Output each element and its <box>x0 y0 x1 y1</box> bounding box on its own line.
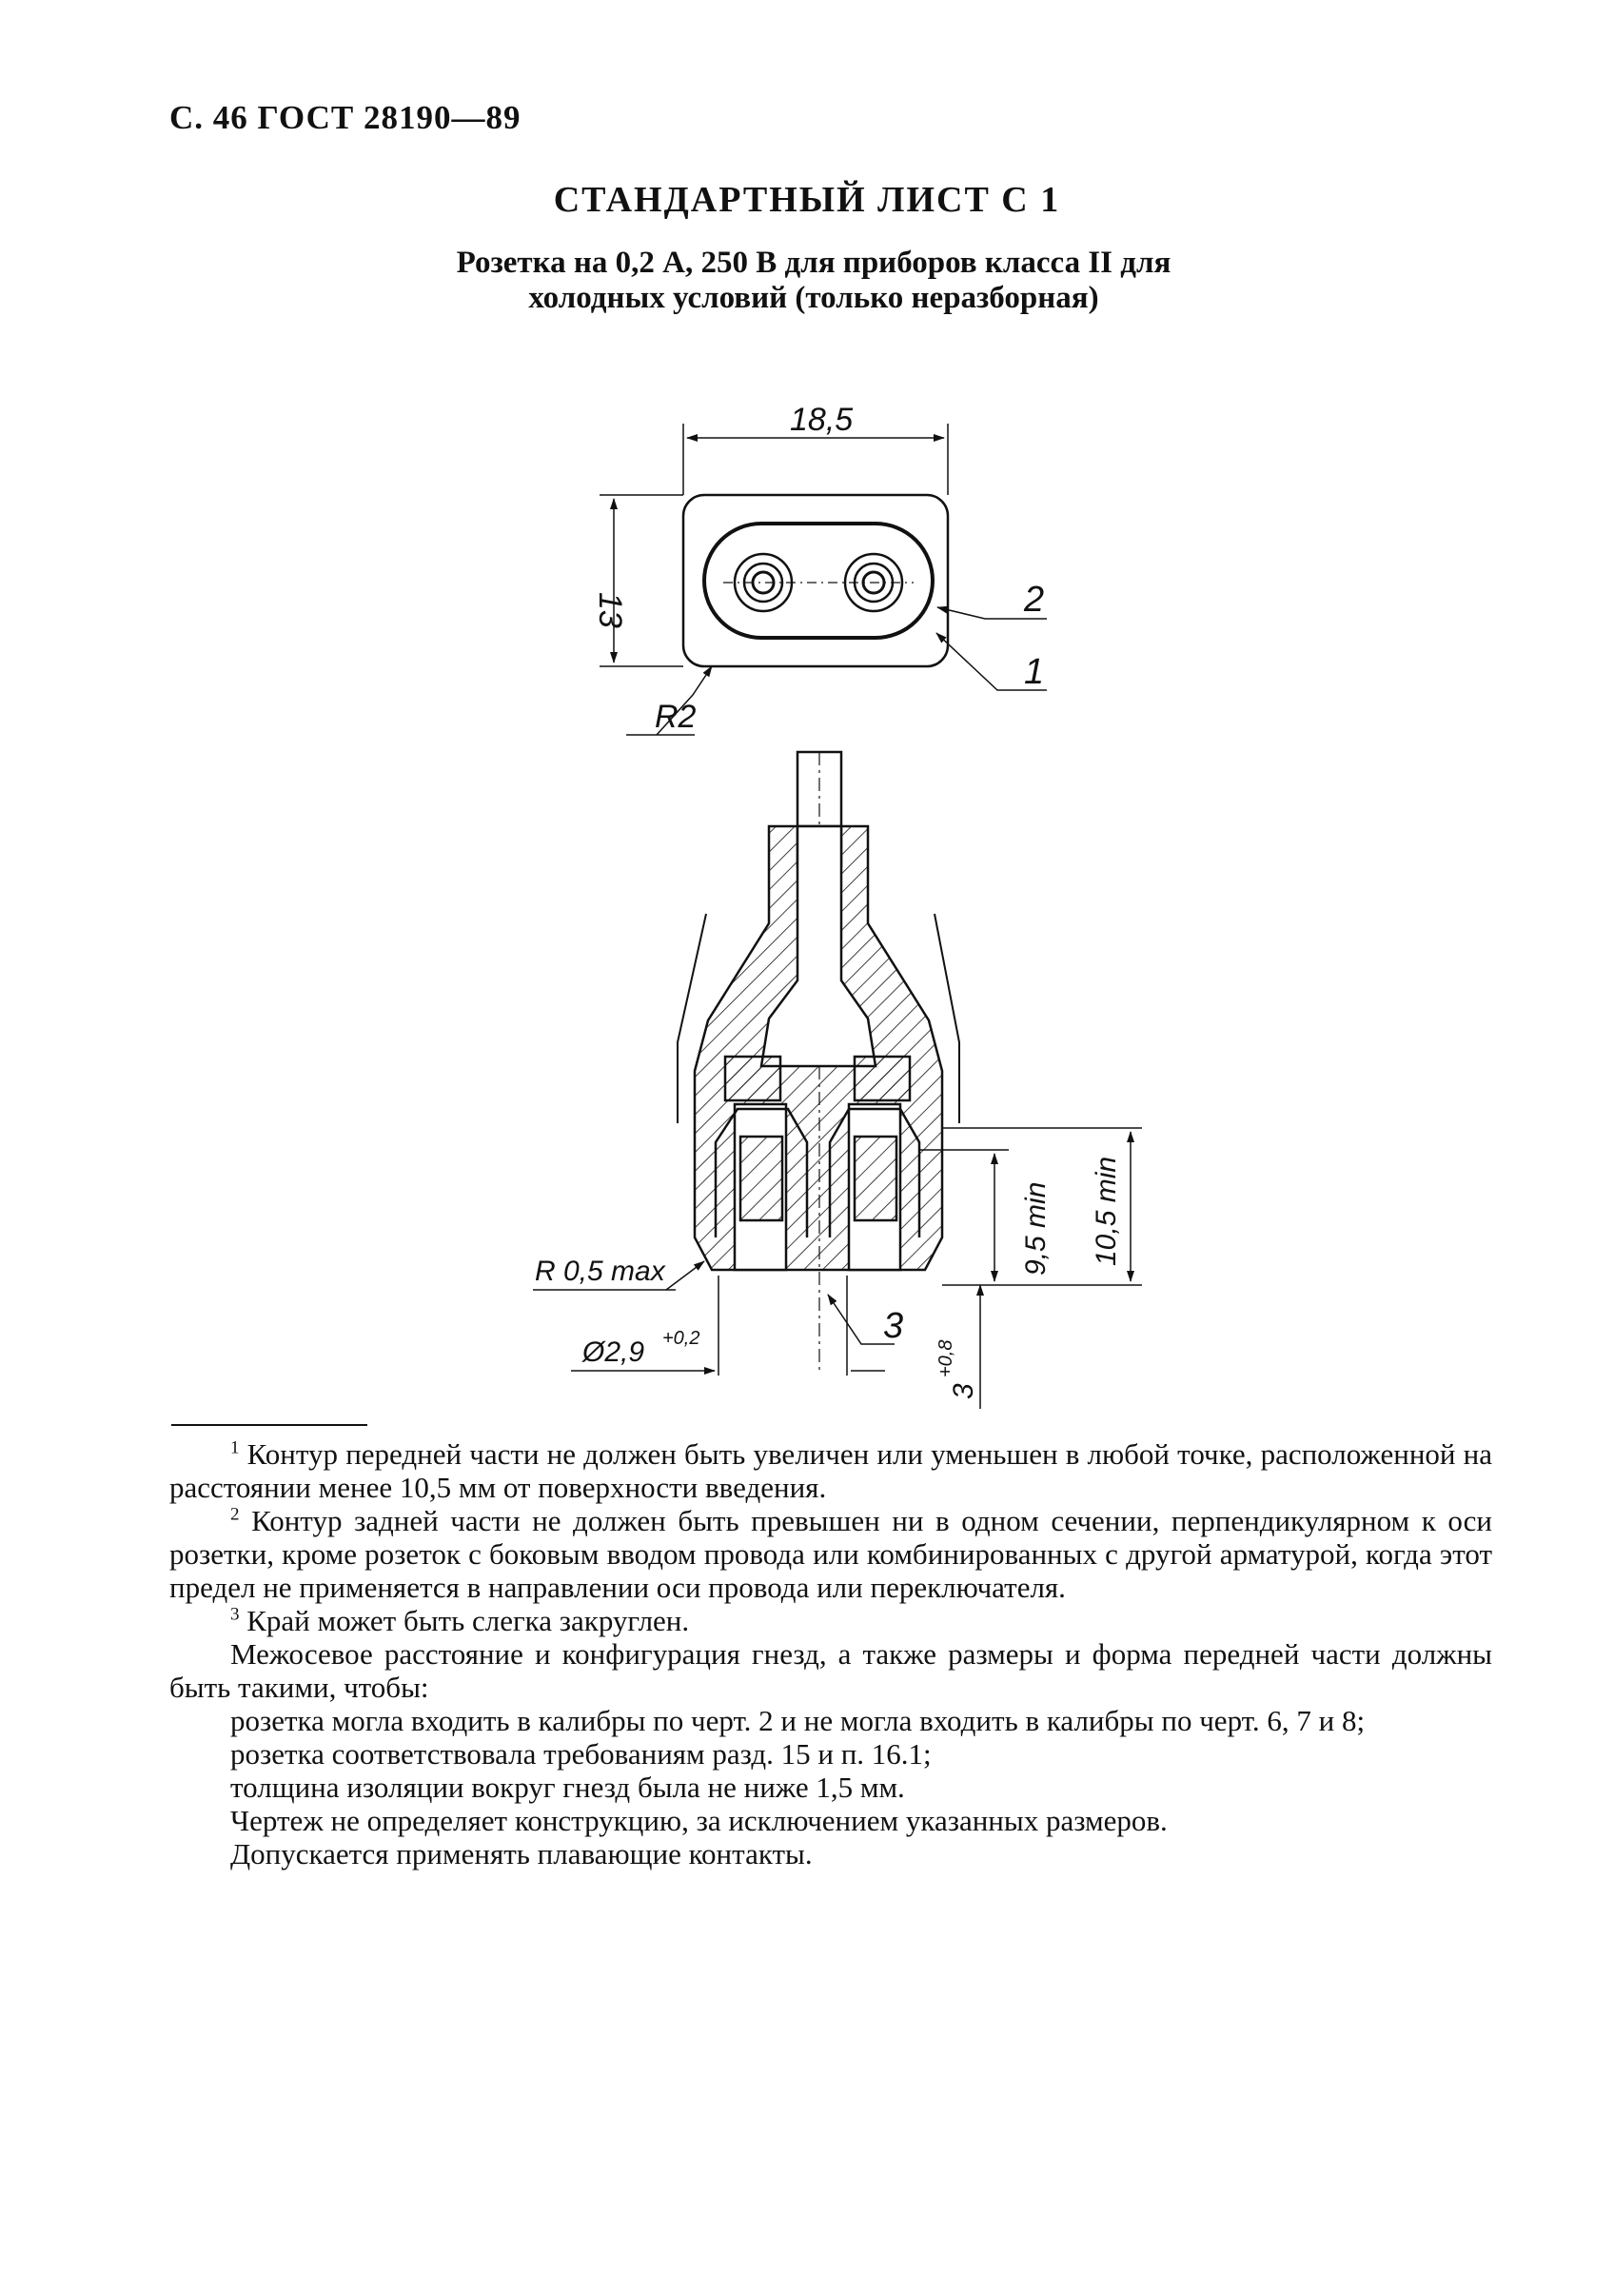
top-height-dim: 13 <box>592 592 628 628</box>
note-paragraph: Межосевое расстояние и конфигурация гнезд, а также размеры и форма передней части должны быть такими, чтобы: <box>169 1637 1492 1704</box>
diameter-label: Ø2,9 <box>582 1336 645 1368</box>
page-header: С. 46 ГОСТ 28190—89 <box>169 99 522 136</box>
footnote-3 <box>169 1604 1492 1637</box>
footnote-1 <box>169 1437 1492 1504</box>
footnote-1-mark: 1 <box>230 1437 240 1458</box>
footnote-rule <box>171 1424 367 1426</box>
front-face-outline <box>704 524 933 638</box>
sheet-subtitle: Розетка на 0,2 А, 250 В для приборов класса II для холодных условий (только неразборная) <box>456 246 1171 315</box>
callout-3: 3 <box>883 1306 904 1346</box>
note-paragraph: Чертеж не определяет конструкцию, за исключением указанных размеров. <box>230 1804 1168 1837</box>
footnote-2-mark: 2 <box>230 1504 240 1525</box>
sheet-title: СТАНДАРТНЫЙ ЛИСТ С 1 <box>553 180 1061 220</box>
note-paragraph: толщина изоляции вокруг гнезд была не ниже 1,5 мм. <box>230 1771 905 1804</box>
footnote-2 <box>169 1504 1492 1604</box>
note-paragraph: розетка могла входить в калибры по черт. 2 и не могла входить в калибры по черт. 6, 7 и 8; <box>230 1704 1366 1737</box>
callout-2: 2 <box>1024 580 1045 620</box>
edge-radius-label: R 0,5 max <box>535 1256 665 1287</box>
depth-tolerance: +0,8 <box>935 1339 956 1377</box>
dim-9-5-min: 9,5 min <box>1020 1181 1052 1276</box>
top-view <box>600 424 1047 735</box>
radius-label: R2 <box>655 699 697 735</box>
diameter-tolerance: +0,2 <box>662 1328 700 1349</box>
socket-outline <box>683 495 948 666</box>
depth-label: 3 <box>948 1383 979 1399</box>
note-paragraph: розетка соответствовала требованиям разд. 15 и п. 16.1; <box>230 1737 932 1771</box>
notes-block <box>169 1437 1492 1870</box>
dim-10-5-min: 10,5 min <box>1091 1156 1122 1266</box>
footnote-2-text: Контур задней части не должен быть превышен ни в одном сечении, перпендикулярном к оси розетки, кроме розеток с боковым вводом провода или комбинированных с другой арматурой, когда этот предел не применяется в направлении оси провода или переключателя. <box>169 1504 1492 1604</box>
top-width-dim: 18,5 <box>790 402 854 438</box>
footnote-3-mark: 3 <box>230 1604 240 1625</box>
section-view <box>533 752 1142 1409</box>
callout-1: 1 <box>1024 652 1045 692</box>
footnote-3-text: Край может быть слегка закруглен. <box>246 1604 690 1637</box>
footnote-1-text: Контур передней части не должен быть увеличен или уменьшен в любой точке, расположенной на расстоянии менее 10,5 мм от поверхности введения. <box>169 1437 1493 1504</box>
note-paragraph: Допускается применять плавающие контакты. <box>230 1837 813 1870</box>
